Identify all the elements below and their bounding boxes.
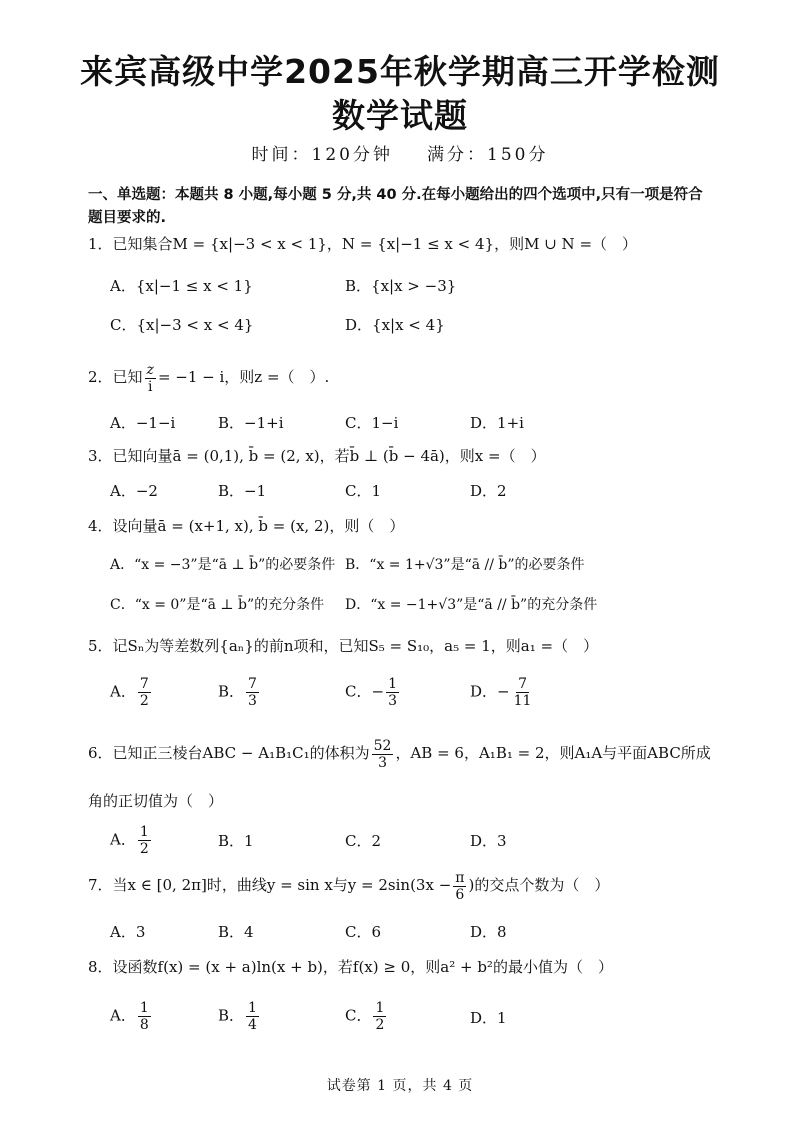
question-5-stem: 5．记Sₙ为等差数列{aₙ}的前n项和，已知S₅ = S₁₀，a₅ = 1，则a₁ =（ ） [88, 637, 599, 655]
question-2-stem [88, 358, 329, 396]
question-2-stem-after: = −1 − i，则z =（ ）. [157, 368, 330, 386]
question-6-option-a [110, 824, 153, 857]
question-2-option-a: A．−1−i [110, 414, 176, 432]
question-8-option-c [345, 1000, 388, 1033]
question-5-option-c-fraction [386, 676, 399, 709]
exam-time: 时间：120分钟 [251, 145, 393, 165]
question-5-option-c-denominator: 3 [388, 693, 397, 709]
question-8-stem: 8．设函数f(x) = (x + a)ln(x + b)，若f(x) ≥ 0，则a² + b²的最小值为（ ） [88, 958, 613, 976]
exam-title-line2: 数学试题 [332, 96, 468, 135]
question-6-option-b: B．1 [218, 832, 254, 850]
question-5-option-c-numerator: 1 [388, 676, 397, 692]
question-8-option-a-fraction [138, 1000, 151, 1033]
question-5-option-b-numerator: 7 [248, 676, 257, 692]
question-7-option-b: B．4 [218, 923, 254, 941]
question-6-option-c: C．2 [345, 832, 382, 850]
question-6-fraction-numerator: 52 [373, 737, 392, 754]
question-1-option-a: A．{x|−1 ≤ x < 1} [110, 277, 253, 295]
question-4-option-b: B．“x = 1+√3”是“ā // b̄”的必要条件 [345, 557, 585, 573]
question-7-option-c: C．6 [345, 923, 382, 941]
question-2-option-d: D．1+i [470, 414, 524, 432]
question-8-option-b-denominator: 4 [248, 1017, 257, 1033]
question-2-fraction-numerator: z [146, 361, 154, 378]
question-5-option-d-label: D． [470, 682, 498, 701]
question-5-option-b-label: B． [218, 682, 245, 701]
question-1-stem: 1．已知集合M = {x|−3 < x < 1}，N = {x|−1 ≤ x < 4}，则M ∪ N =（ ） [88, 235, 638, 253]
question-5-option-c [345, 676, 401, 709]
question-6-stem-line2: 角的正切值为（ ） [88, 792, 224, 810]
question-7-stem-before: 7．当x ∈ [0, 2π]时，曲线y = sin x与y = 2sin(3x − [88, 876, 452, 894]
question-3-option-a: A．−2 [110, 482, 158, 500]
question-3-option-d: D．2 [470, 482, 507, 500]
question-6-stem-before: 6．已知正三棱台ABC − A₁B₁C₁的体积为 [88, 744, 370, 762]
question-7-fraction-numerator: π [455, 869, 465, 886]
question-5-option-a-numerator: 7 [139, 676, 149, 692]
question-5-option-a-fraction [138, 676, 151, 709]
exam-full-score: 满分：150分 [427, 145, 549, 165]
question-2-fraction [145, 362, 156, 395]
question-6-stem [88, 734, 711, 772]
question-4-option-a: A．“x = −3”是“ā ⊥ b̄”的必要条件 [110, 557, 336, 573]
question-2-fraction-denominator: i [148, 378, 153, 395]
question-5-option-a-denominator: 2 [139, 693, 149, 709]
question-5-option-b-fraction [246, 676, 259, 709]
question-4-option-d: D．“x = −1+√3”是“ā // b̄”的充分条件 [345, 597, 598, 613]
question-6-option-a-label: A． [110, 830, 136, 849]
question-8-option-c-fraction [373, 1000, 386, 1033]
question-4-option-c: C．“x = 0”是“ā ⊥ b̄”的充分条件 [110, 597, 325, 613]
question-7-option-a: A．3 [110, 923, 146, 941]
question-7-option-d: D．8 [470, 923, 507, 941]
question-8-option-c-label: C． [345, 1006, 372, 1025]
question-5-option-d-sign: − [497, 682, 510, 701]
question-5-option-c-sign: − [371, 682, 385, 701]
question-3-option-b: B．−1 [218, 482, 267, 500]
question-3-option-c: C．1 [345, 482, 382, 500]
question-4-stem: 4．设向量ā = (x+1, x), b̄ = (x, 2)，则（ ） [88, 517, 405, 535]
question-8-option-a-numerator: 1 [139, 1000, 149, 1016]
question-8-option-a [110, 1000, 153, 1033]
question-8-option-b [218, 1000, 261, 1033]
question-6-option-a-fraction [138, 824, 151, 857]
question-6-fraction [372, 738, 394, 771]
question-5-option-d [470, 676, 535, 709]
question-6-option-d: D．3 [470, 832, 507, 850]
question-8-option-a-label: A． [110, 1006, 136, 1025]
question-6-fraction-denominator: 3 [378, 754, 388, 771]
question-5-option-d-numerator: 7 [518, 676, 527, 692]
question-6-stem-after: ，AB = 6，A₁B₁ = 2，则A₁A与平面ABC所成 [395, 744, 711, 762]
question-8-option-a-denominator: 8 [139, 1017, 149, 1033]
question-2-option-c: C．1−i [345, 414, 399, 432]
question-2-stem-before: 2．已知 [88, 368, 143, 386]
question-1-option-c: C．{x|−3 < x < 4} [110, 316, 254, 334]
question-8-option-b-fraction [246, 1000, 259, 1033]
question-7-stem-after: )的交点个数为（ ） [468, 876, 610, 894]
question-1-option-b: B．{x|x > −3} [345, 277, 457, 295]
question-7-fraction-denominator: 6 [455, 886, 465, 903]
question-3-stem: 3．已知向量ā = (0,1), b̄ = (2, x)，若b̄ ⊥ (b̄ − 4ā)，则x =（ ） [88, 447, 546, 465]
section-heading: 一、单选题：本题共 8 小题,每小题 5 分,共 40 分.在每小题给出的四个选项中,只有一项是符合题目要求的. [88, 187, 703, 226]
question-2-option-b: B．−1+i [218, 414, 284, 432]
question-5-option-d-fraction [512, 676, 534, 709]
question-5-option-c-label: C． [345, 682, 372, 701]
question-5-option-b [218, 676, 261, 709]
question-8-option-d: D．1 [470, 1009, 507, 1027]
question-7-stem [88, 866, 609, 904]
question-5-option-d-denominator: 11 [513, 693, 532, 709]
question-5-option-a [110, 676, 153, 709]
question-8-option-b-label: B． [218, 1006, 245, 1025]
question-6-option-a-numerator: 1 [139, 824, 149, 840]
question-5-option-a-label: A． [110, 682, 136, 701]
exam-title-line1: 来宾高级中学2025年秋学期高三开学检测 [80, 52, 720, 91]
page-footer: 试卷第 1 页，共 4 页 [326, 1078, 474, 1094]
question-1-option-d: D．{x|x < 4} [345, 316, 445, 334]
question-8-option-b-numerator: 1 [248, 1000, 257, 1016]
question-8-option-c-denominator: 2 [375, 1017, 385, 1033]
question-6-option-a-denominator: 2 [139, 841, 149, 857]
exam-meta [0, 140, 800, 165]
question-7-fraction [453, 870, 466, 903]
question-8-option-c-numerator: 1 [375, 1000, 385, 1016]
question-5-option-b-denominator: 3 [248, 693, 257, 709]
